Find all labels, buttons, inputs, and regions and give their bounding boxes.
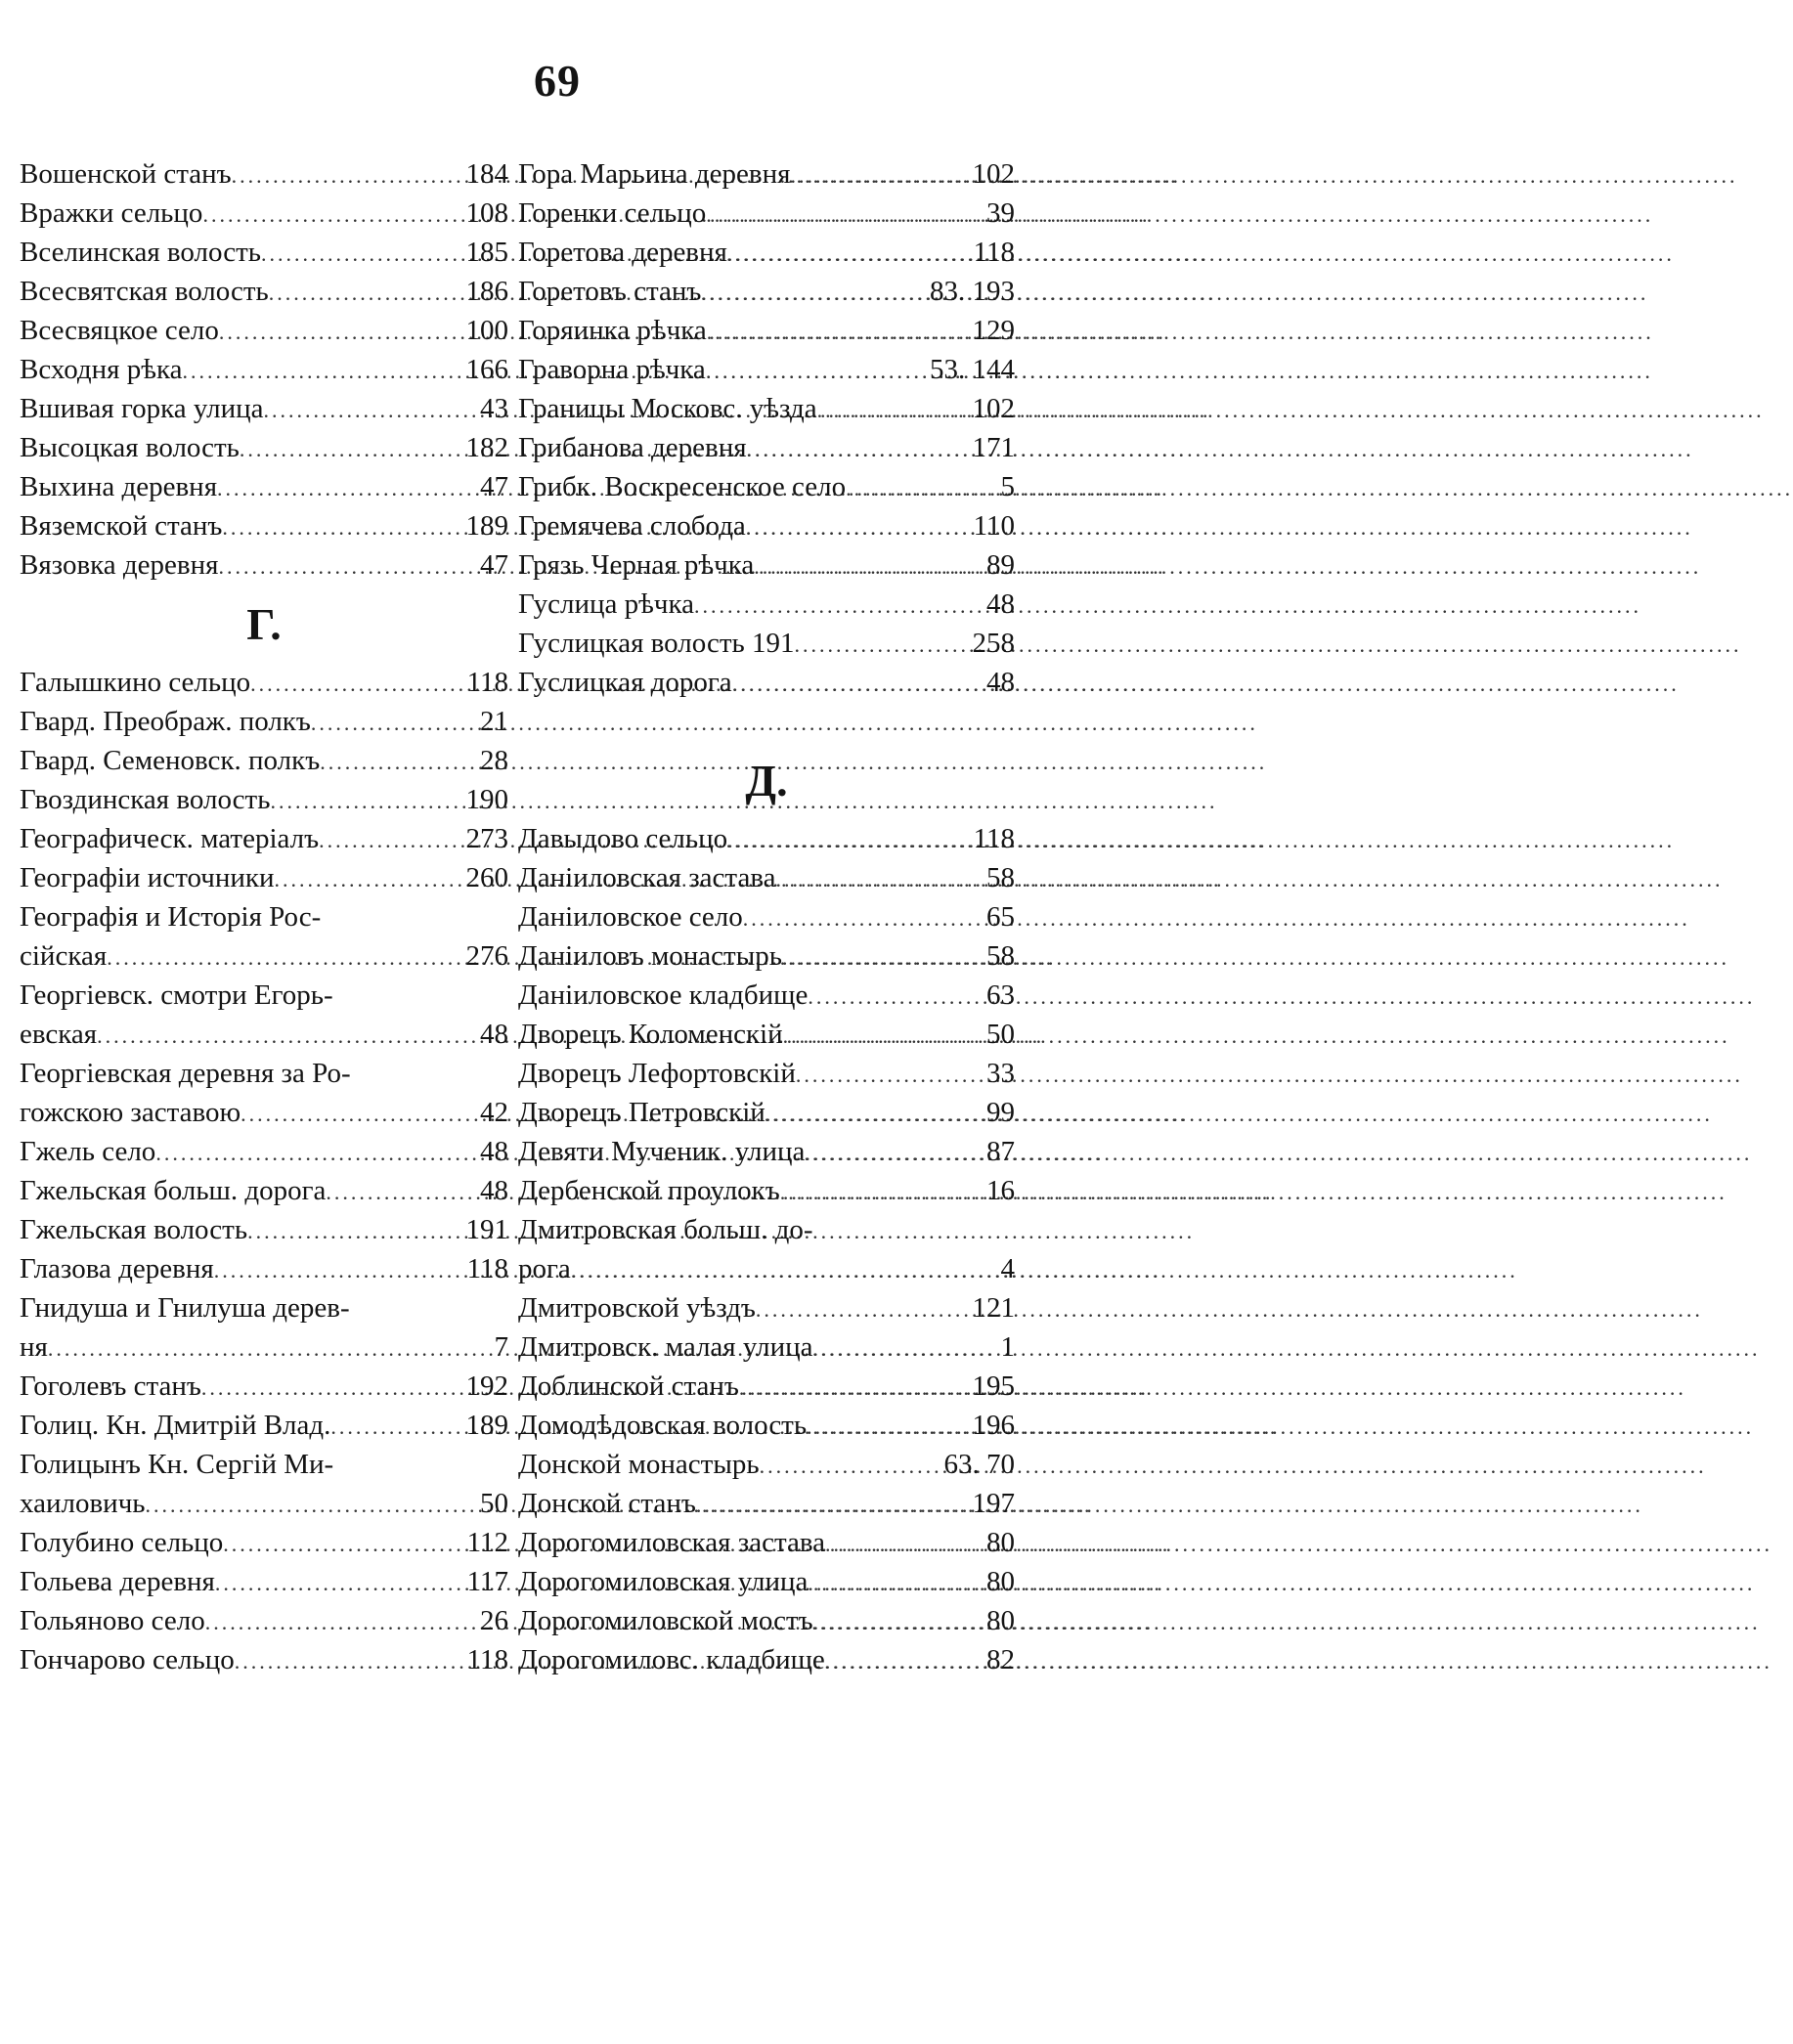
index-entry (518, 897, 1015, 936)
dot-leader (813, 1603, 981, 1642)
index-entry (20, 1367, 508, 1406)
entry-name: Гора Марьина деревня (518, 158, 791, 190)
entry-page: 190 (465, 784, 508, 815)
entry-page: 118 (973, 237, 1015, 268)
index-entry (518, 1367, 1015, 1406)
dot-leader (727, 235, 968, 274)
index-entry (20, 858, 508, 897)
entry-name: Дербенской проулокъ (518, 1175, 780, 1206)
dot-leader (261, 235, 459, 274)
entry-name: Географическ. матеріалъ (20, 823, 320, 854)
entry-name: Голицынъ Кн. Сергій Ми- (20, 1449, 334, 1480)
dot-leader (739, 1369, 967, 1408)
left-column (20, 154, 508, 1679)
index-entry (20, 1523, 508, 1562)
entry-name: Всходня рѣка (20, 354, 183, 385)
index-entry (518, 624, 1015, 663)
dot-leader (808, 1564, 981, 1603)
dot-leader (760, 1447, 939, 1486)
dot-leader (707, 313, 967, 352)
entry-name: Вошенской станъ (20, 158, 232, 190)
dot-leader (808, 978, 981, 1017)
entry-name: Вражки сельцо (20, 197, 203, 229)
entry-name: Даніиловское село (518, 901, 743, 933)
index-entry (518, 1132, 1015, 1171)
index-entry (20, 936, 508, 976)
section-letter-d: Д. (745, 755, 788, 805)
dot-leader (311, 704, 474, 743)
entry-page: 16 (986, 1175, 1015, 1206)
index-entry (20, 1054, 508, 1093)
entry-name: сійская (20, 940, 108, 972)
dot-leader (746, 508, 968, 547)
entry-name: евская (20, 1019, 98, 1050)
entry-name: Гольяново село (20, 1605, 205, 1636)
entry-page: 197 (972, 1488, 1015, 1519)
index-entry (518, 1327, 1015, 1367)
entry-page: 48 (480, 1175, 508, 1206)
index-entry (518, 819, 1015, 858)
dot-leader (805, 1134, 981, 1173)
entry-name: Выхина деревня (20, 471, 218, 502)
entry-name: Дмитровская больш. до- (518, 1214, 813, 1245)
entry-name: Гончарово сельцо (20, 1644, 235, 1675)
entry-page: 80 (986, 1605, 1015, 1636)
dot-leader (97, 1017, 474, 1056)
entry-name: Горетова деревня (518, 237, 727, 268)
dot-leader (202, 196, 459, 235)
index-entry (518, 1015, 1015, 1054)
dot-leader (765, 1095, 981, 1134)
entry-page: 82 (986, 1644, 1015, 1675)
entry-page: 26 (480, 1605, 508, 1636)
entry-page: 129 (972, 315, 1015, 346)
entry-name: Домодѣдовская волость (518, 1410, 808, 1441)
entry-name: Гуслицкая волость 191 (518, 628, 795, 659)
entry-page: 63 (986, 979, 1015, 1011)
index-entry (20, 154, 508, 194)
index-entry (518, 154, 1015, 194)
entry-name: Гольева деревня (20, 1566, 215, 1597)
entry-name: Горетовъ станъ (518, 276, 702, 307)
entry-name: Горяинка рѣчка (518, 315, 707, 346)
dot-leader (732, 665, 981, 704)
entry-name: Всесвяцкое село (20, 315, 219, 346)
index-entry (20, 741, 508, 780)
entry-name: Гремячева слобода (518, 510, 746, 542)
entry-name: Георгіевск. смотри Егорь- (20, 979, 333, 1011)
dot-leader (756, 1290, 967, 1329)
entry-page: 102 (972, 158, 1015, 190)
section-letter-g: Г. (246, 598, 282, 649)
entry-page: 50 (986, 1019, 1015, 1050)
entry-page: 110 (973, 510, 1015, 542)
entry-page: 47 (480, 471, 508, 502)
index-entry (20, 272, 508, 311)
entry-page: 186 (465, 276, 508, 307)
index-entry (20, 1210, 508, 1249)
index-entry (20, 1640, 508, 1679)
entry-page: 42 (480, 1097, 508, 1128)
entry-name: Гоголевъ станъ (20, 1370, 201, 1402)
entry-page: 112 (466, 1527, 508, 1558)
entry-page: 39 (986, 197, 1015, 229)
index-entry (20, 506, 508, 545)
entry-name: ня (20, 1331, 48, 1363)
dot-leader (330, 1408, 459, 1447)
entry-page: 5 (1000, 471, 1015, 502)
index-entry (20, 311, 508, 350)
entry-page: 48 (986, 667, 1015, 698)
dot-leader (274, 860, 459, 899)
index-entry (20, 1288, 508, 1327)
dot-leader (794, 626, 966, 665)
entry-name: Гуслицкая дорога (518, 667, 732, 698)
entry-page: 189 (465, 510, 508, 542)
entry-name: Донской монастырь (518, 1449, 760, 1480)
entry-name: Горенки сельцо (518, 197, 707, 229)
index-entry (518, 545, 1015, 585)
index-entry (20, 1171, 508, 1210)
entry-page: 117 (466, 1566, 508, 1597)
index-entry (518, 1601, 1015, 1640)
index-entry (20, 467, 508, 506)
dot-leader (743, 899, 981, 938)
entry-page: 80 (986, 1566, 1015, 1597)
index-entry (20, 194, 508, 233)
index-entry (518, 1249, 1015, 1288)
entry-page: 184 (465, 158, 508, 190)
entry-page: 89 (986, 549, 1015, 581)
dot-leader (706, 196, 981, 235)
index-entry (20, 702, 508, 741)
entry-page: 65 (986, 901, 1015, 933)
entry-name: Дмитровск. малая улица (518, 1331, 813, 1363)
dot-leader (235, 1642, 461, 1681)
entry-name: хаиловичь (20, 1488, 146, 1519)
entry-name: Голубино сельцо (20, 1527, 224, 1558)
entry-page: 48 (480, 1136, 508, 1167)
dot-leader (205, 1603, 474, 1642)
index-entry (20, 233, 508, 272)
index-entry (20, 1015, 508, 1054)
index-entry (518, 233, 1015, 272)
index-entry (20, 1406, 508, 1445)
entry-name: Всесвятская волость (20, 276, 269, 307)
index-entry (518, 1054, 1015, 1093)
dot-leader (48, 1329, 489, 1369)
dot-leader (807, 1408, 966, 1447)
entry-name: Давыдово сельцо (518, 823, 728, 854)
entry-page: 182 (465, 432, 508, 463)
dot-leader (790, 156, 966, 196)
dot-leader (817, 391, 967, 430)
index-entry (518, 1562, 1015, 1601)
entry-name: Дворецъ Лефортовскій (518, 1058, 796, 1089)
entry-name: Даніиловское кладбище (518, 979, 809, 1011)
dot-leader (269, 274, 460, 313)
index-entry (20, 1327, 508, 1367)
entry-page: 258 (972, 628, 1015, 659)
dot-leader (776, 860, 981, 899)
entry-name: Вшивая горка улица (20, 393, 264, 424)
entry-page: 80 (986, 1527, 1015, 1558)
dot-leader (727, 821, 967, 860)
entry-name: Галышкино сельцо (20, 667, 251, 698)
entry-name: Дорогомиловс. кладбище (518, 1644, 825, 1675)
section-gap (518, 702, 1015, 741)
dot-leader (696, 1486, 967, 1525)
index-entry (518, 1445, 1015, 1484)
entry-name: Вяземской станъ (20, 510, 223, 542)
index-entry (20, 780, 508, 819)
entry-name: Георгіевская деревня за Ро- (20, 1058, 351, 1089)
entry-name: Грибк. Воскресенское село (518, 471, 847, 502)
entry-name: Донской станъ (518, 1488, 696, 1519)
entry-page: 87 (986, 1136, 1015, 1167)
entry-name: Географія и Исторія Рос- (20, 901, 322, 933)
entry-name: Грибанова деревня (518, 432, 747, 463)
entry-name: Дорогомиловской мостъ (518, 1605, 813, 1636)
entry-name: Даніиловская застава (518, 862, 776, 893)
index-entry (20, 897, 508, 936)
dot-leader (215, 1564, 461, 1603)
dot-leader (240, 430, 460, 469)
entry-page: 47 (480, 549, 508, 581)
index-entry (518, 663, 1015, 702)
entry-page: 121 (972, 1292, 1015, 1324)
entry-name: Гвард. Семеновск. полкъ (20, 745, 321, 776)
index-entry (518, 272, 1015, 311)
dot-leader (201, 1369, 460, 1408)
entry-name: Доблинской станъ (518, 1370, 739, 1402)
index-entry (20, 1601, 508, 1640)
dot-leader (183, 352, 460, 391)
dot-leader (706, 352, 924, 391)
index-entry (518, 1523, 1015, 1562)
dot-leader (326, 1173, 474, 1212)
index-entry (518, 1406, 1015, 1445)
index-entry (518, 936, 1015, 976)
index-entry (518, 1640, 1015, 1679)
index-entry (20, 663, 508, 702)
dot-leader (754, 547, 981, 587)
entry-page: 4 (1000, 1253, 1015, 1284)
dot-leader (247, 1212, 459, 1251)
entry-page: 7 (494, 1331, 508, 1363)
index-entry (20, 389, 508, 428)
dot-leader (571, 1251, 995, 1290)
index-entry (518, 1171, 1015, 1210)
entry-page: 21 (480, 706, 508, 737)
entry-page: 48 (480, 1019, 508, 1050)
dot-leader (222, 508, 459, 547)
entry-page: 166 (465, 354, 508, 385)
entry-name: Гнидуша и Гнилуша дерев- (20, 1292, 350, 1324)
dot-leader (320, 743, 474, 782)
entry-page: 191 (465, 1214, 508, 1245)
entry-page: 195 (972, 1370, 1015, 1402)
index-entry (20, 819, 508, 858)
index-entry (518, 1288, 1015, 1327)
entry-page: 185 (465, 237, 508, 268)
dot-leader (782, 938, 981, 978)
entry-name: Гвард. Преображ. полкъ (20, 706, 311, 737)
dot-leader (223, 1525, 460, 1564)
index-entry (518, 194, 1015, 233)
entry-page: 102 (972, 393, 1015, 424)
entry-page: 28 (480, 745, 508, 776)
index-entry (518, 858, 1015, 897)
dot-leader (783, 1017, 981, 1056)
entry-page: 99 (986, 1097, 1015, 1128)
entry-name: рога (518, 1253, 571, 1284)
entry-name: Дворецъ Коломенскій (518, 1019, 783, 1050)
dot-leader (796, 1056, 981, 1095)
dot-leader (146, 1486, 474, 1525)
dot-leader (214, 1251, 461, 1290)
index-entry (518, 1484, 1015, 1523)
entry-page: 189 (465, 1410, 508, 1441)
entry-name: Даніиловъ монастырь (518, 940, 782, 972)
entry-name: Грязь Черная рѣчка (518, 549, 755, 581)
entry-name: Вселинская волость (20, 237, 262, 268)
dot-leader (241, 1095, 474, 1134)
entry-page: 53. 144 (930, 354, 1015, 385)
index-entry (518, 428, 1015, 467)
entry-page: 192 (465, 1370, 508, 1402)
entry-page: 100 (465, 315, 508, 346)
dot-leader (747, 430, 967, 469)
dot-leader (780, 1173, 981, 1212)
entry-name: Вязовка деревня (20, 549, 219, 581)
index-entry (20, 1445, 508, 1484)
index-entry (20, 1484, 508, 1523)
entry-name: Девяти Мученик. улица (518, 1136, 806, 1167)
entry-page: 118 (466, 667, 508, 698)
entry-name: Дмитровской уѣздъ (518, 1292, 756, 1324)
entry-name: Высоцкая волость (20, 432, 240, 463)
entry-page: 171 (972, 432, 1015, 463)
index-entry (518, 976, 1015, 1015)
entry-name: Граворна рѣчка (518, 354, 706, 385)
entry-page: 118 (466, 1253, 508, 1284)
entry-page: 43 (480, 393, 508, 424)
entry-name: Границы Московс. уѣзда (518, 393, 817, 424)
index-entry (20, 1093, 508, 1132)
right-column (518, 154, 1015, 1679)
entry-name: Гвоздинская волость (20, 784, 271, 815)
dot-leader (825, 1525, 981, 1564)
entry-page: 273 (465, 823, 508, 854)
index-entry (20, 428, 508, 467)
dot-leader (219, 313, 460, 352)
entry-name: Географіи источники (20, 862, 275, 893)
dot-leader (694, 587, 981, 626)
entry-name: Гжель село (20, 1136, 156, 1167)
entry-name: Дорогомиловская застава (518, 1527, 826, 1558)
entry-page: 48 (986, 588, 1015, 620)
dot-leader (812, 1329, 994, 1369)
entry-name: Дорогомиловская улица (518, 1566, 809, 1597)
dot-leader (232, 156, 460, 196)
entry-page: 58 (986, 940, 1015, 972)
entry-page: 50 (480, 1488, 508, 1519)
entry-name: Гжельская больш. дорога (20, 1175, 327, 1206)
index-entry (518, 311, 1015, 350)
index-entry (518, 1093, 1015, 1132)
page-number: 69 (534, 56, 581, 106)
entry-page: 118 (973, 823, 1015, 854)
entry-name: гожскою заставою (20, 1097, 241, 1128)
dot-leader (825, 1642, 981, 1681)
entry-page: 1 (1000, 1331, 1015, 1363)
entry-page: 196 (972, 1410, 1015, 1441)
index-entry (20, 1132, 508, 1171)
dot-leader (155, 1134, 474, 1173)
entry-page: 33 (986, 1058, 1015, 1089)
index-entry (20, 350, 508, 389)
entry-page: 58 (986, 862, 1015, 893)
entry-page: 118 (466, 1644, 508, 1675)
dot-leader (319, 821, 459, 860)
index-entry (518, 389, 1015, 428)
entry-page: 276 (465, 940, 508, 972)
entry-page: 63. 70 (943, 1449, 1015, 1480)
index-entry (20, 976, 508, 1015)
entry-name: Гуслица рѣчка (518, 588, 695, 620)
dot-leader (846, 469, 994, 508)
entry-name: Дворецъ Петровскій (518, 1097, 765, 1128)
dot-leader (701, 274, 924, 313)
index-entry (518, 506, 1015, 545)
index-entry (20, 1249, 508, 1288)
index-entry (518, 350, 1015, 389)
entry-page: 108 (465, 197, 508, 229)
dot-leader (264, 391, 474, 430)
index-entry (518, 1210, 1015, 1249)
dot-leader (270, 782, 459, 821)
index-entry (518, 467, 1015, 506)
entry-name: Голиц. Кн. Дмитрій Влад. (20, 1410, 331, 1441)
entry-name: Глазова деревня (20, 1253, 214, 1284)
index-entry (20, 1562, 508, 1601)
dot-leader (218, 547, 474, 587)
index-entry (20, 545, 508, 585)
entry-page: 83. 193 (930, 276, 1015, 307)
entry-name: Гжельская волость (20, 1214, 248, 1245)
entry-page: 260 (465, 862, 508, 893)
dot-leader (250, 665, 460, 704)
dot-leader (107, 938, 459, 978)
dot-leader (217, 469, 474, 508)
index-entry (518, 585, 1015, 624)
